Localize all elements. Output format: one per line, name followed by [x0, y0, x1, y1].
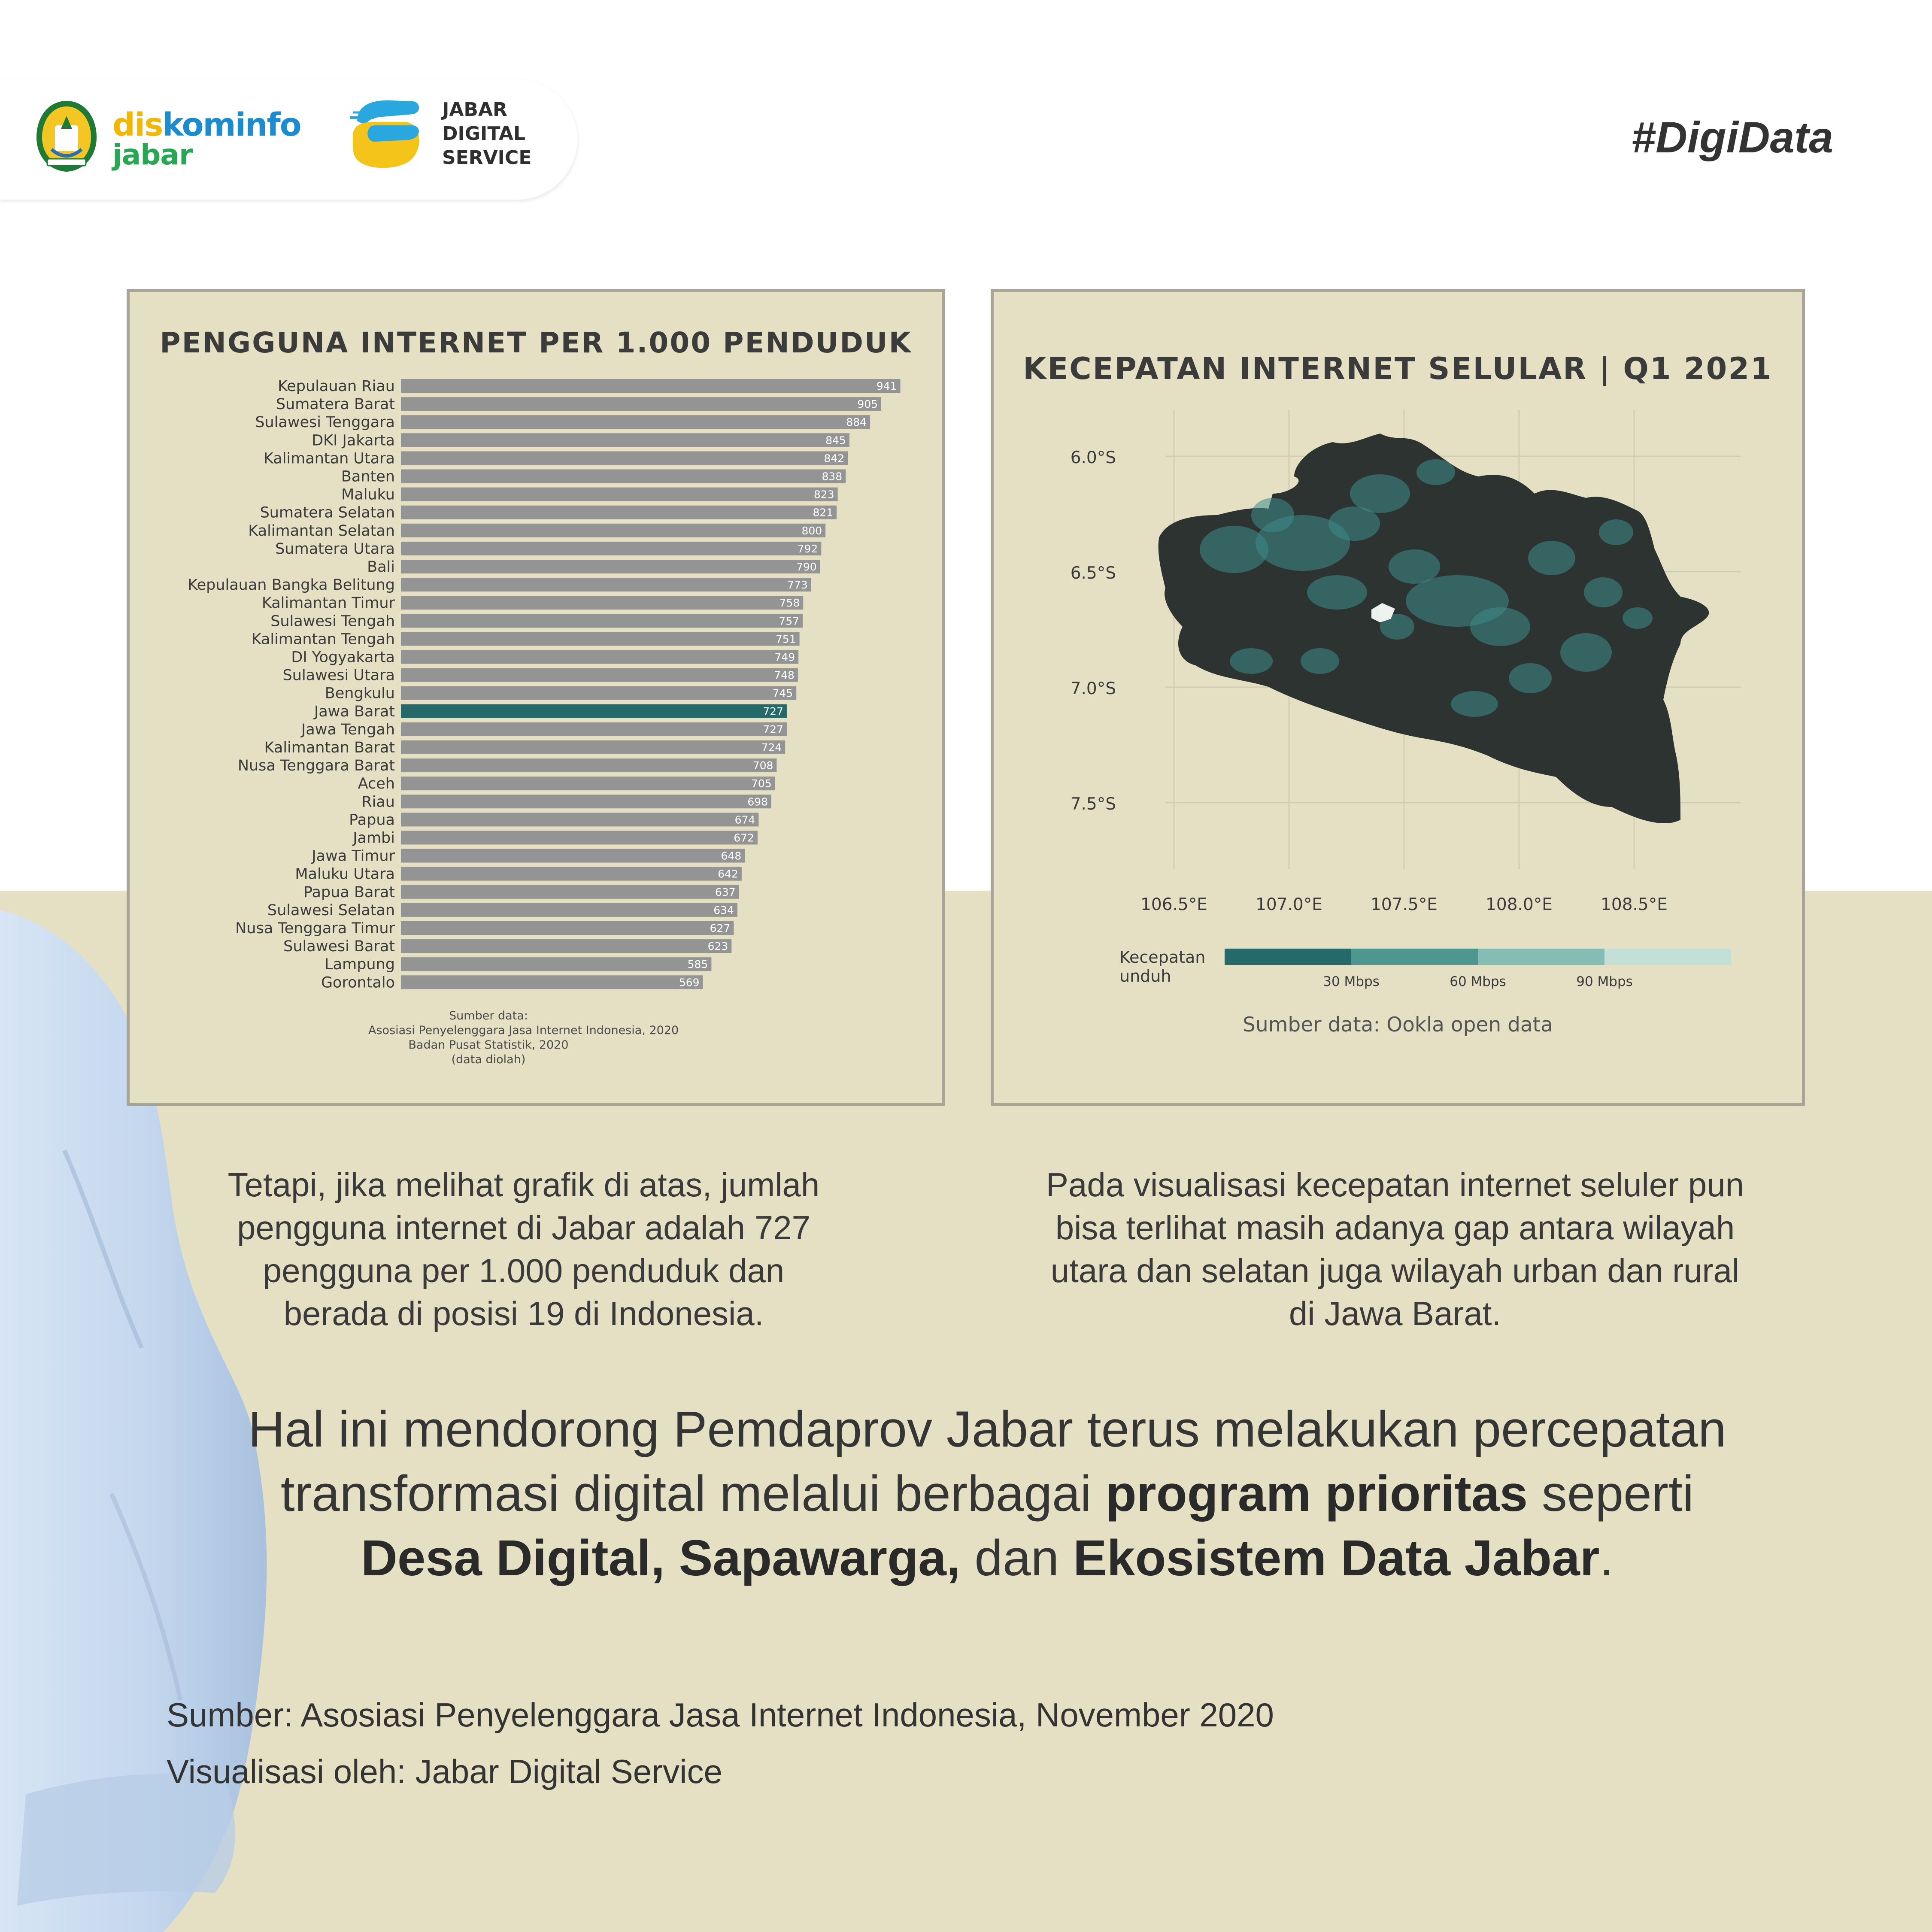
bar-row [255, 414, 870, 431]
bar [401, 488, 838, 501]
legend-break-label: 30 Mbps [1323, 974, 1380, 989]
bar-row [270, 613, 803, 630]
bar [401, 596, 803, 610]
bar-row [248, 522, 825, 540]
bar-row [278, 378, 900, 395]
value-label: 623 [707, 940, 728, 953]
category-label: Maluku Utara [295, 865, 395, 883]
bar [401, 668, 798, 682]
bar-row [262, 594, 803, 612]
speed-area [1350, 474, 1410, 513]
category-label: Jawa Timur [312, 847, 395, 865]
bar-row [276, 396, 881, 413]
category-label: Nusa Tenggara Timur [235, 920, 395, 937]
value-label: 751 [775, 633, 796, 646]
speed-area [1389, 549, 1440, 584]
category-label: Sulawesi Utara [282, 667, 395, 684]
value-label: 705 [751, 777, 772, 790]
y-tick-label: 7.5°S [1070, 795, 1116, 814]
bar-row [361, 793, 771, 810]
category-label: Sumatera Barat [276, 396, 395, 413]
legend-title: unduh [1119, 967, 1171, 986]
x-tick-label: 108.0°E [1486, 895, 1553, 914]
bar-row [341, 468, 846, 485]
legend-swatch [1478, 949, 1604, 965]
value-label: 708 [752, 759, 773, 772]
bar [401, 578, 811, 591]
x-tick-label: 108.5°E [1601, 895, 1668, 914]
bar-row [264, 450, 848, 467]
jds-wordmark-line-2: DIGITAL [442, 123, 526, 145]
headline-emphasis: Ekosistem Data Jabar [1073, 1530, 1600, 1586]
bar-row [267, 902, 737, 919]
category-label: Kepulauan Riau [278, 378, 395, 395]
x-tick-label: 106.5°E [1140, 895, 1207, 914]
legend-swatch [1225, 949, 1351, 965]
map-chart-source: Sumber data: Ookla open data [1243, 1013, 1553, 1037]
y-tick-label: 6.5°S [1070, 564, 1116, 583]
category-label: Kalimantan Tengah [251, 631, 395, 648]
bar [401, 379, 901, 393]
bar [401, 650, 798, 664]
bar-row [300, 721, 787, 738]
legend-break-label: 90 Mbps [1576, 974, 1633, 989]
bar [401, 939, 731, 953]
value-label: 745 [772, 687, 793, 700]
footer-credit: Visualisasi oleh: Jabar Digital Service [167, 1753, 722, 1790]
bar [401, 470, 846, 483]
value-label: 790 [796, 561, 817, 573]
value-label: 637 [715, 886, 736, 898]
paragraph-line: pengguna per 1.000 penduduk dan [263, 1252, 785, 1289]
value-label: 941 [876, 380, 897, 392]
category-label: Jawa Barat [314, 703, 395, 720]
headline-line-3 [129, 1526, 1846, 1590]
bar-row [275, 540, 821, 558]
category-label: Papua [349, 811, 395, 829]
bar-row [311, 848, 745, 865]
value-label: 634 [713, 904, 734, 916]
speed-area [1230, 648, 1273, 674]
paragraph-line: bisa terlihat masih adanya gap antara wilayah [1055, 1209, 1735, 1247]
speed-map [994, 292, 1802, 1103]
value-label: 672 [734, 831, 754, 844]
bar-row [291, 649, 798, 666]
value-label: 724 [761, 741, 782, 754]
bar-chart-source [368, 1009, 679, 1067]
bar-row [325, 956, 711, 973]
category-label: Banten [341, 468, 395, 485]
bar-row [367, 558, 820, 576]
map-chart-panel [991, 289, 1805, 1106]
bar-row [264, 739, 786, 756]
value-label: 845 [825, 434, 846, 447]
bar [401, 740, 785, 754]
value-label: 800 [801, 524, 822, 537]
bar [401, 921, 734, 935]
speed-area [1470, 607, 1530, 646]
bar-row [341, 486, 838, 503]
speed-area [1560, 633, 1612, 672]
bar [401, 542, 821, 555]
bar-row [352, 830, 758, 847]
category-label: Sulawesi Tenggara [255, 414, 395, 431]
paragraph-line: utara dan selatan juga wilayah urban dan rural [1050, 1252, 1740, 1289]
category-label: Kalimantan Selatan [248, 522, 395, 540]
y-tick-label: 6.0°S [1070, 448, 1116, 467]
bar [401, 704, 787, 718]
brand-line-2: jabar [112, 138, 193, 171]
category-label: Sulawesi Selatan [267, 901, 395, 919]
category-label: Sumatera Selatan [260, 504, 395, 522]
value-label: 884 [846, 416, 867, 429]
bar [401, 614, 803, 628]
category-label: Sumatera Utara [275, 540, 395, 558]
bar [401, 451, 848, 465]
jabar-digital-service-logo-icon [349, 95, 425, 173]
category-label: Kalimantan Utara [263, 450, 395, 467]
jds-wordmark-line-1: JABAR [442, 99, 507, 121]
bar-row [283, 667, 798, 684]
bar-row [358, 775, 775, 792]
bar [401, 397, 881, 411]
bar [401, 686, 796, 700]
map-legend [1119, 948, 1731, 989]
speed-area [1451, 691, 1498, 717]
bar-row [295, 866, 742, 883]
value-label: 569 [679, 976, 700, 989]
headline-text: dan [960, 1530, 1074, 1586]
value-label: 674 [734, 813, 755, 826]
bar [401, 415, 870, 429]
value-label: 838 [822, 470, 843, 483]
category-label: Jawa Tengah [301, 721, 395, 738]
legend-swatch [1604, 949, 1731, 965]
category-label: Aceh [358, 775, 395, 793]
bar-row [188, 576, 811, 594]
speed-area [1509, 663, 1552, 693]
bar [401, 795, 771, 808]
bar [401, 560, 820, 573]
paragraph-line: Pada visualisasi kecepatan internet seluler pun [1046, 1166, 1744, 1204]
headline-text: . [1599, 1530, 1614, 1586]
bar [401, 831, 758, 845]
category-label: Sulawesi Tengah [270, 613, 395, 630]
x-tick-label: 107.0°E [1256, 895, 1322, 914]
brand-part-1: dis [112, 106, 163, 143]
category-label: Lampung [325, 956, 395, 974]
paragraph-line: pengguna internet di Jabar adalah 727 [237, 1209, 810, 1247]
category-label: DKI Jakarta [312, 432, 395, 449]
bar [401, 776, 775, 790]
speed-area [1623, 607, 1653, 629]
bar [401, 524, 825, 537]
value-label: 748 [774, 669, 795, 682]
paragraph-right [987, 1163, 1803, 1335]
bar-row [238, 757, 777, 774]
bar-row [235, 920, 734, 937]
bar-row [260, 504, 837, 522]
category-label: Nusa Tenggara Barat [237, 757, 395, 775]
paragraph-left [189, 1163, 858, 1335]
category-label: Sulawesi Barat [283, 938, 395, 955]
category-label: Kalimantan Barat [264, 739, 395, 756]
bar [401, 885, 739, 899]
value-label: 648 [721, 849, 742, 862]
value-label: 627 [710, 922, 731, 934]
legend-swatch [1351, 949, 1478, 965]
bar [401, 506, 837, 519]
bar [401, 903, 737, 917]
category-label: DI Yogyakarta [291, 649, 395, 666]
bar-row [313, 703, 787, 720]
bar [401, 867, 742, 881]
bar [401, 433, 849, 447]
category-label: Bengkulu [325, 685, 395, 702]
bar-row [325, 685, 796, 702]
value-label: 757 [779, 615, 800, 628]
speed-area [1584, 577, 1623, 607]
value-label: 792 [797, 542, 818, 555]
map-chart-title: KECEPATAN INTERNET SELULAR | Q1 2021 [1023, 351, 1773, 386]
value-label: 727 [763, 705, 783, 718]
category-label: Jambi [353, 829, 395, 847]
value-label: 749 [774, 651, 795, 664]
bar [401, 813, 758, 826]
value-label: 842 [824, 452, 845, 465]
speed-area [1301, 648, 1339, 674]
value-label: 821 [813, 506, 834, 519]
bar [401, 632, 800, 646]
value-label: 758 [779, 597, 800, 610]
bar-chart-title: PENGGUNA INTERNET PER 1.000 PENDUDUK [160, 326, 912, 359]
headline-line-1: Hal ini mendorong Pemdaprov Jabar terus melakukan percepatan [248, 1401, 1726, 1458]
west-java-emblem-icon [34, 99, 99, 174]
headline-line-2 [129, 1462, 1846, 1526]
headline [129, 1397, 1846, 1590]
speed-area [1599, 519, 1633, 545]
legend-break-label: 60 Mbps [1450, 974, 1506, 989]
bar-source-line: Sumber data: [449, 1009, 528, 1022]
value-label: 823 [813, 488, 834, 501]
brand-part-2: kominfo [162, 106, 301, 143]
bar-row [252, 631, 800, 648]
bar-source-line: Badan Pusat Statistik, 2020 [408, 1038, 569, 1052]
value-label: 642 [718, 867, 738, 880]
headline-emphasis: program prioritas [1105, 1465, 1528, 1522]
paragraph-line: Tetapi, jika melihat grafik di atas, jumlah [227, 1166, 820, 1204]
bar-row [303, 884, 739, 901]
speed-area [1416, 459, 1455, 485]
bar-row [349, 811, 758, 828]
y-tick-label: 7.0°S [1070, 679, 1116, 698]
value-label: 698 [747, 795, 768, 808]
speed-area [1251, 498, 1294, 532]
bar [401, 975, 703, 989]
category-label: Gorontalo [321, 974, 395, 992]
bar-chart-panel [127, 289, 945, 1106]
bar-row [283, 938, 731, 955]
category-label: Riau [361, 793, 395, 811]
bar-chart [130, 292, 942, 1103]
headline-text: seperti [1528, 1465, 1694, 1522]
headline-emphasis: Desa Digital, Sapawarga, [361, 1530, 961, 1586]
bar [401, 849, 745, 863]
category-label: Kalimantan Timur [261, 594, 395, 612]
category-label: Papua Barat [303, 883, 395, 901]
bar [401, 957, 711, 971]
bar [401, 758, 776, 772]
value-label: 905 [857, 398, 878, 411]
value-label: 773 [787, 579, 808, 591]
category-label: Bali [367, 558, 395, 576]
paragraph-line: di Jawa Barat. [1289, 1295, 1501, 1332]
x-tick-label: 107.5°E [1371, 895, 1438, 914]
value-label: 585 [687, 958, 708, 971]
hashtag: #DigiData [1631, 113, 1833, 162]
value-label: 727 [763, 723, 783, 736]
legend-title: Kecepatan [1119, 948, 1206, 967]
bar-source-line: Asosiasi Penyelenggara Jasa Internet Indonesia, 2020 [368, 1024, 679, 1037]
jds-wordmark-line-3: SERVICE [442, 147, 532, 169]
category-label: Maluku [341, 486, 395, 503]
bar-row [312, 432, 849, 449]
category-label: Kepulauan Bangka Belitung [188, 576, 395, 594]
paragraph-line: berada di posisi 19 di Indonesia. [283, 1295, 764, 1332]
province-shape [1159, 434, 1709, 823]
bar-row [321, 974, 703, 991]
bar [401, 722, 787, 736]
speed-area [1307, 575, 1367, 610]
footer-source: Sumber: Asosiasi Penyelenggara Jasa Internet Indonesia, November 2020 [167, 1696, 1274, 1734]
headline-text: transformasi digital melalui berbagai [280, 1465, 1106, 1522]
bar-source-line: (data diolah) [451, 1053, 526, 1066]
speed-area [1528, 541, 1575, 575]
